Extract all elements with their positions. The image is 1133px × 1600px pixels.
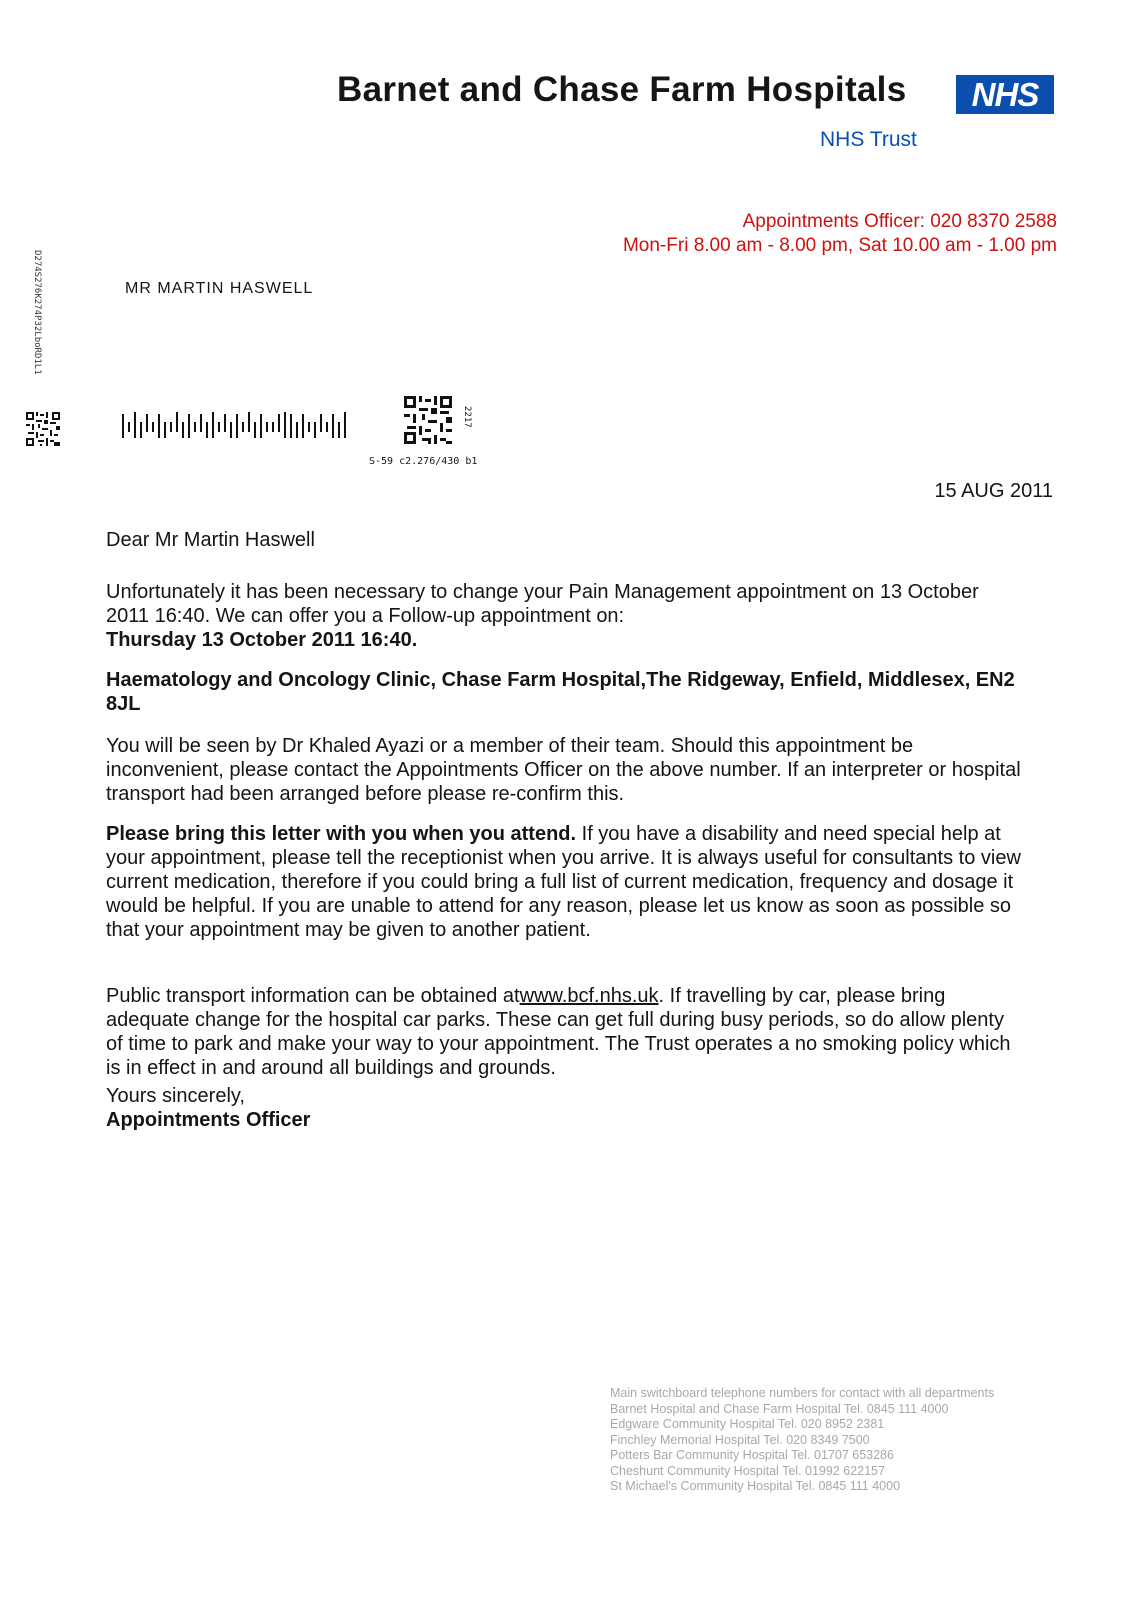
transport-text-pre: Public transport information can be obtained at: [106, 985, 520, 1007]
website-link[interactable]: www.bcf.nhs.uk: [519, 985, 659, 1007]
postal-barcode: [122, 412, 357, 440]
switchboard-line: Potters Bar Community Hospital Tel. 01707 653286: [610, 1448, 894, 1462]
switchboard-line: Finchley Memorial Hospital Tel. 020 8349 7500: [610, 1432, 870, 1447]
closing: [106, 1084, 1026, 1132]
attendance-paragraph: [106, 822, 1026, 942]
appointment-change-paragraph: [106, 580, 1026, 652]
letter-date: 15 AUG 2011: [934, 480, 1053, 502]
transport-paragraph: [106, 984, 1026, 1080]
recipient-name: MR MARTIN HASWELL: [125, 280, 314, 297]
appointments-phone: Appointments Officer: 020 8370 2588: [742, 211, 1057, 232]
switchboard-line: Barnet Hospital and Chase Farm Hospital Tel. 0845 111 4000: [610, 1401, 949, 1416]
trust-name: Barnet and Chase Farm Hospitals: [337, 70, 907, 109]
switchboard-footer: [610, 1386, 994, 1495]
mail-reference-code: D274S276K274P32LboRD1L1: [32, 250, 42, 375]
transport-text-post: . If travelling by car, please bring adequate change for the hospital car parks. These can get full during busy periods, so do allow plenty of time to park and make your way to your appointment. The Trust operates a no smoking policy which is in effect in and around all buildings and grounds.: [106, 985, 1011, 1079]
nhs-logo: NHS: [956, 75, 1054, 114]
clinic-location: Haematology and Oncology Clinic, Chase Farm Hospital,The Ridgeway, Enfield, Middlesex, EN2 8JL: [106, 669, 1015, 715]
appointment-change-text: Unfortunately it has been necessary to change your Pain Management appointment on 13 October 2011 16:40. We can offer you a Follow-up appointment on:: [106, 581, 979, 627]
appointments-hours: Mon-Fri 8.00 am - 8.00 pm, Sat 10.00 am - 1.00 pm: [622, 235, 1057, 256]
mail-qr-code-icon: [404, 396, 452, 444]
signatory: Appointments Officer: [106, 1109, 311, 1131]
switchboard-line: Cheshunt Community Hospital Tel. 01992 622157: [610, 1463, 885, 1478]
appointments-contact: [623, 210, 1057, 258]
appointment-datetime: Thursday 13 October 2011 16:40.: [106, 629, 418, 651]
attendance-text: If you have a disability and need special help at your appointment, please tell the receptionist when you arrive. It is always useful for consultants to view current medication, therefore if you could bring a full list of current medication, frequency and dosage it would be helpful. If you are unable to attend for any reason, please let us know as soon as possible so that your appointment may be given to another patient.: [106, 823, 1021, 941]
qr-code-number: 2217: [462, 406, 472, 428]
clinician-paragraph: You will be seen by Dr Khaled Ayazi or a member of their team. Should this appointment be inconvenient, please contact the Appointments Officer on the above number. If an interpreter or hospital transport had been arranged before please re-confirm this.: [106, 735, 1021, 805]
switchboard-line: Edgware Community Hospital Tel. 020 8952 2381: [610, 1417, 885, 1431]
side-qr-code-icon: [26, 412, 60, 446]
valediction: Yours sincerely,: [106, 1085, 245, 1107]
mail-sort-code: S-59 c2.276/430 b1: [369, 456, 478, 467]
bring-letter-notice: Please bring this letter with you when you attend.: [106, 823, 577, 845]
salutation: Dear Mr Martin Haswell: [106, 529, 315, 551]
switchboard-heading: Main switchboard telephone numbers for contact with all departments: [610, 1386, 995, 1400]
switchboard-line: St Michael's Community Hospital Tel. 0845 111 4000: [610, 1479, 901, 1493]
trust-subtitle: NHS Trust: [820, 128, 917, 151]
